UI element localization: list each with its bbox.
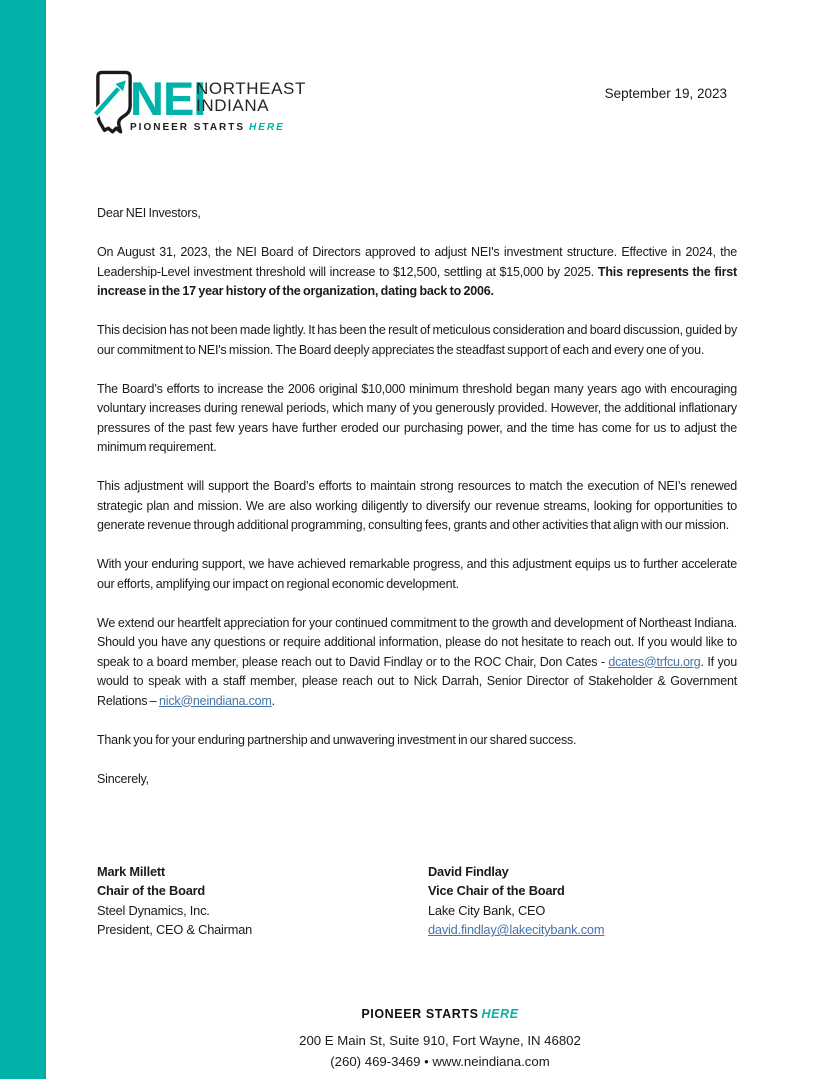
body-text: We extend our heartfelt appreciation for your continued commitment to the growth and development of Northeast Indiana. Should you have any questions or require additional information, please do not hesitate to reach out. If you would like to speak to a board member, please reach out to David Findlay or to the ROC Chair, Don Cates - [97,615,737,669]
body-text: The Board’s efforts to increase the 2006 original $10,000 minimum threshold began many years ago with encouraging voluntary increases during renewal periods, which many of you generously provided. However, the additional inflationary pressures of the past few years have further eroded our purchasing power, and the time has come for us to adjust the minimum requirement. [97,381,737,454]
body-text: Thank you for your enduring partnership and unwavering investment in our shared success. [97,732,577,747]
letter-date: September 19, 2023 [604,86,727,101]
teal-side-stripe [0,0,46,1079]
body-text: Lake City Bank, CEO [428,902,546,918]
letter-body [97,204,737,789]
signature-line [428,920,737,939]
letter-paragraph [97,614,737,712]
letter-paragraphs [97,243,737,750]
logo-acronym: NEI [130,72,206,125]
signature-mark-millett [97,862,428,940]
letter-paragraph [97,243,737,302]
footer-tagline-prefix: PIONEER STARTS [361,1007,479,1021]
footer-tagline-accent: HERE [481,1007,519,1021]
body-text: President, CEO & Chairman [97,922,253,938]
logo-name-line2: INDIANA [196,96,270,115]
bold-text: Vice Chair of the Board [428,883,565,899]
body-text: This adjustment will support the Board’s efforts to maintain strong resources to match the execution of NEI’s renewed strategic plan and mission. We are also working diligently to diversify our revenue streams, looking for opportunities to generate revenue through additional programming, consulting fees, grants and other activities that align with our mission. [97,479,737,532]
email-link[interactable]: david.findlay@lakecitybank.com [428,922,605,938]
letter-paragraph [97,380,737,458]
signature-block [97,862,737,940]
signature-line [97,862,428,881]
letter-paragraph [97,321,737,360]
tagline-prefix: PIONEER STARTS [130,122,246,133]
bold-text: Chair of the Board [97,883,206,899]
signature-line [428,881,737,900]
body-text: This decision has not been made lightly. It has been the result of meticulous consideration and board discussion, guided by our commitment to NEI's mission. The Board deeply appreciates the steadfast support of each and every one of you. [97,323,737,357]
bold-text: David Findlay [428,864,509,879]
body-text: . [271,693,275,708]
letter-paragraph [97,731,737,751]
signature-line [428,901,737,920]
body-text: With your enduring support, we have achieved remarkable progress, and this adjustment equips us to further accelerate our efforts, amplifying our impact on regional economic development. [97,557,737,591]
body-text: On August 31, 2023, the NEI Board of Directors approved to adjust NEI's investment structure. Effective in 2024, the Leadership-Level investment threshold will increase to $12,500, settling at $15,000 by 2025. [97,245,737,279]
logo-name-line1: NORTHEAST [196,79,306,98]
signature-line [428,862,737,881]
logo-tagline [130,122,285,133]
signature-line [97,881,428,900]
footer-tagline [46,1007,834,1021]
bold-text: This represents the first increase in the 17 year history of the organization, dating back to 2006. [97,264,737,298]
bold-text: Mark Millett [97,864,165,879]
closing: Sincerely, [97,771,149,786]
body-text: Steel Dynamics, Inc. [97,902,210,918]
letter-paragraph [97,555,737,594]
signature-line [97,920,428,939]
page-footer [46,1007,834,1072]
signature-line [97,901,428,920]
footer-phone-web: (260) 469-3469 • www.neindiana.com [330,1054,550,1069]
signature-david-findlay [428,862,737,940]
letter-paragraph [97,477,737,536]
tagline-accent: HERE [249,122,285,133]
email-link[interactable]: dcates@trfcu.org [608,654,701,669]
salutation: Dear NEI Investors, [97,206,201,220]
body-text: . If you would to speak with a staff member, please reach out to Nick Darrah, Senior Director of Stakeholder & Government Relations – [97,654,737,708]
footer-address: 200 E Main St, Suite 910, Fort Wayne, IN 46802 [299,1033,581,1048]
email-link[interactable]: nick@neindiana.com [159,693,272,708]
